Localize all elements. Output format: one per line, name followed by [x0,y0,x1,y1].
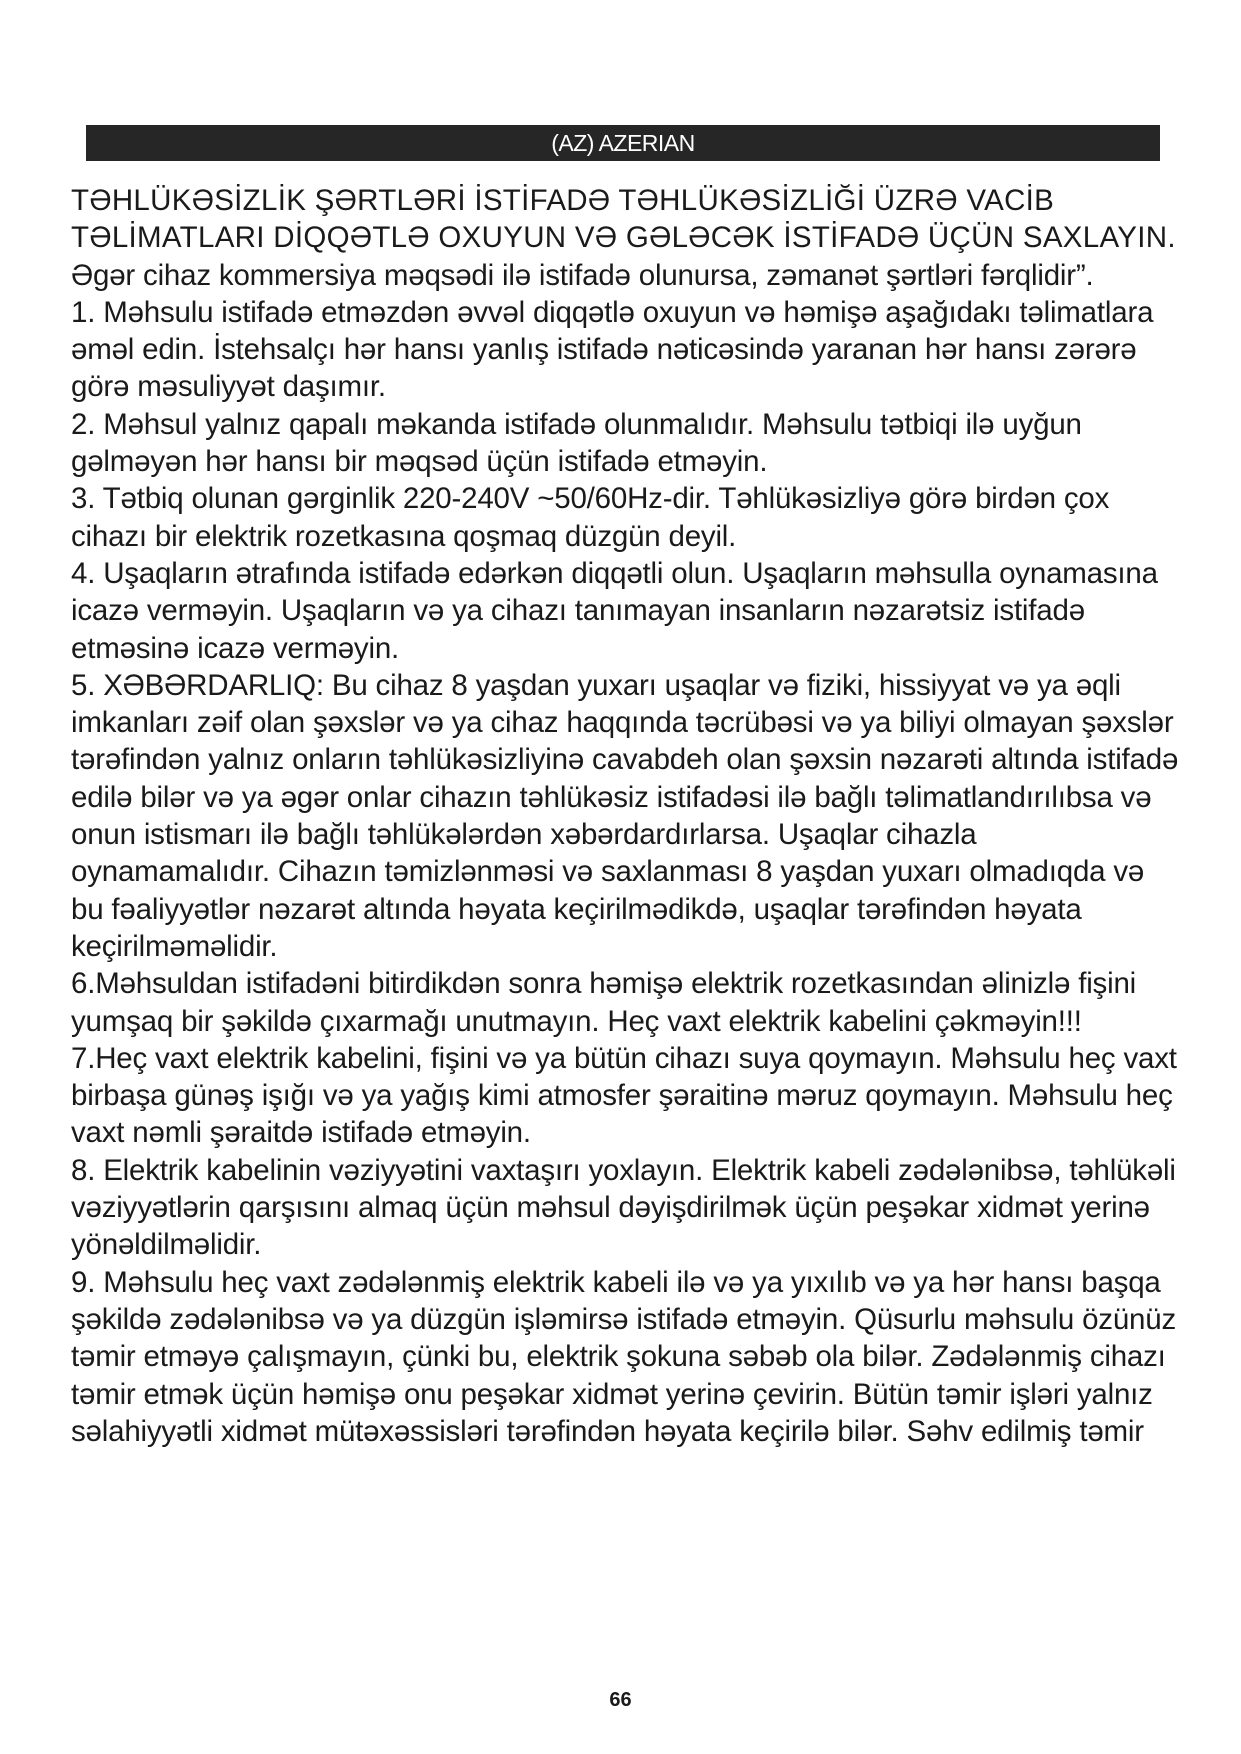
instruction-item-3: 3. Tətbiq olunan gərginlik 220-240V ~50/60Hz-dir. Təhlükəsizliyə görə birdən çox cihazı bir elektrik rozetkasına qoşmaq düzgün deyil. [71,482,1110,553]
instruction-item-4: 4. Uşaqların ətrafında istifadə edərkən diqqətli olun. Uşaqların məhsulla oynamasına icazə verməyin. Uşaqların və ya cihazı tanımayan insanların nəzarətsiz istifadə etməsinə icazə verməyin. [71,556,1158,665]
instruction-item-7: 7.Heç vaxt elektrik kabelini, fişini və ya bütün cihazı suya qoymayın. Məhsulu heç vaxt birbaşa günəş işığı və ya yağış kimi atmosfer şəraitinə məruz qoymayın. Məhsulu heç vaxt nəmli şəraitdə istifadə etməyin. [71,1041,1177,1150]
language-header-bar [86,125,1160,161]
document-body [71,182,1181,1450]
warranty-note: Əgər cihaz kommersiya məqsədi ilə istifadə olunursa, zəmanət şərtləri fərqlidir”. [71,258,1094,292]
language-label: (AZ) AZERIAN [551,130,695,156]
instruction-item-5: 5. XƏBƏRDARLIQ: Bu cihaz 8 yaşdan yuxarı uşaqlar və fiziki, hissiyyat və ya əqli imkanları zəif olan şəxslər və ya cihaz haqqında təcrübəsi və ya biliyi olmayan şəxslər tərəfindən yalnız onların təhlükəsizliyinə cavabdeh olan şəxsin nəzarəti altında istifadə edilə bilər və ya əgər onlar cihazın təhlükəsiz istifadəsi ilə bağlı təlimatlandırılıbsa və onun istismarı ilə bağlı təhlükələrdən xəbərdardırlarsa. Uşaqlar cihazla oynamamalıdır. Cihazın təmizlənməsi və saxlanması 8 yaşdan yuxarı olmadıqda və bu fəaliyyətlər nəzarət altında həyata keçirilmədikdə, uşaqlar tərəfindən həyata keçirilməməlidir. [71,668,1179,963]
instruction-item-2: 2. Məhsul yalnız qapalı məkanda istifadə olunmalıdır. Məhsulu tətbiqi ilə uyğun gəlməyən hər hansı bir məqsəd üçün istifadə etməyin. [71,407,1082,479]
page-number: 66 [609,1689,632,1711]
safety-heading: TƏHLÜKƏSİZLİK ŞƏRTLƏRİ İSTİFADƏ TƏHLÜKƏSİZLİĞİ ÜZRƏ VACİB TƏLİMATLARI DİQQƏTLƏ OXUYUN VƏ GƏLƏCƏK İSTİFADƏ ÜÇÜN SAXLAYIN. [71,184,1176,255]
instruction-item-1: 1. Məhsulu istifadə etməzdən əvvəl diqqətlə oxuyun və həmişə aşağıdakı təlimatlara əməl edin. İstehsalçı hər hansı yanlış istifadə nəticəsində yaranan hər hansı zərərə görə məsuliyyət daşımır. [71,295,1154,404]
instruction-item-8: 8. Elektrik kabelinin vəziyyətini vaxtaşırı yoxlayın. Elektrik kabeli zədələnibsə, təhlükəli vəziyyətlərin qarşısını almaq üçün məhsul dəyişdirilmək üçün peşəkar xidmət yerinə yönəldilməlidir. [71,1153,1176,1262]
instruction-item-6: 6.Məhsuldan istifadəni bitirdikdən sonra həmişə elektrik rozetkasından əlinizlə fişini yumşaq bir şəkildə çıxarmağı unutmayın. Heç vaxt elektrik kabelini çəkməyin!!! [71,967,1137,1038]
instruction-item-9: 9. Məhsulu heç vaxt zədələnmiş elektrik kabeli ilə və ya yıxılıb və ya hər hansı başqa şəkildə zədələnibsə və ya düzgün işləmirsə istifadə etməyin. Qüsurlu məhsulu özünüz təmir etməyə çalışmayın, çünki bu, elektrik şokuna səbəb ola bilər. Zədələnmiş cihazı təmir etmək üçün həmişə onu peşəkar xidmət yerinə çevirin. Bütün təmir işləri yalnız səlahiyyətli xidmət mütəxəssisləri tərəfindən həyata keçirilə bilər. Səhv edilmiş təmir [71,1265,1176,1448]
